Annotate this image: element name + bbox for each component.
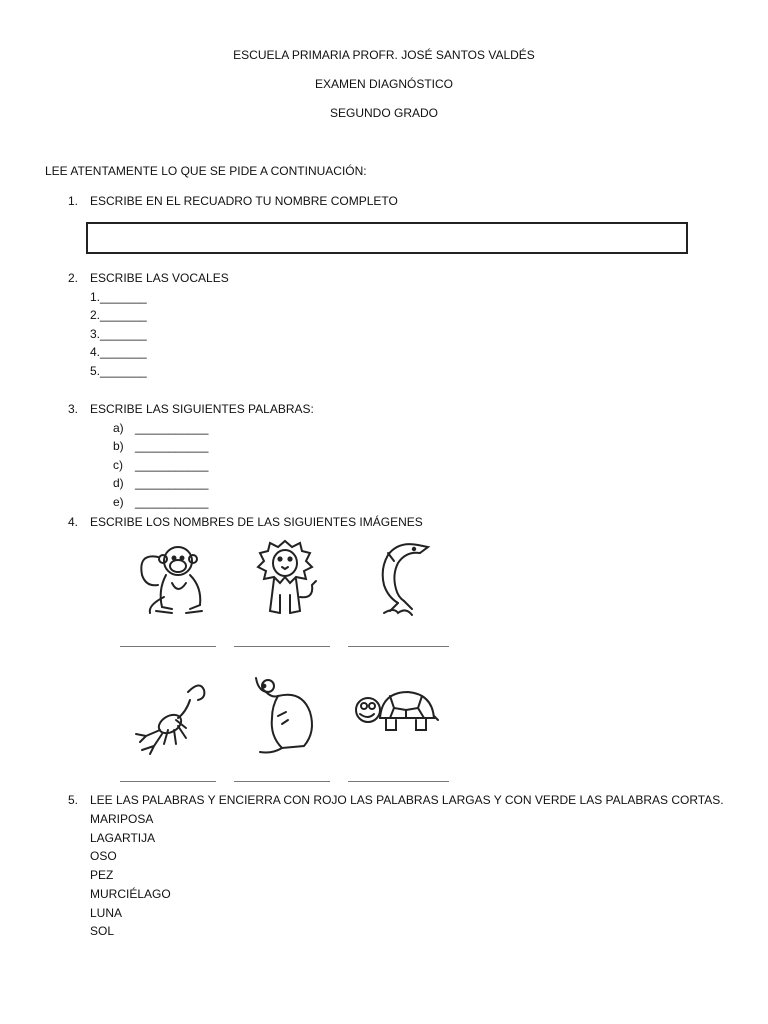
vowel-blank-4[interactable]: 4._______ bbox=[90, 345, 147, 359]
question-1-text: ESCRIBE EN EL RECUADRO TU NOMBRE COMPLETO bbox=[90, 194, 398, 208]
word-blank-d[interactable]: ___________ bbox=[135, 476, 209, 490]
answer-line-5[interactable] bbox=[234, 781, 330, 782]
name-answer-box[interactable] bbox=[86, 222, 688, 254]
question-3-number: 3. bbox=[67, 402, 78, 416]
vowel-blank-3[interactable]: 3._______ bbox=[90, 327, 147, 341]
word-letter-e: e) bbox=[113, 495, 124, 509]
exam-title: EXAMEN DIAGNÓSTICO bbox=[314, 77, 454, 91]
grade-title: SEGUNDO GRADO bbox=[329, 106, 438, 120]
school-name: ESCUELA PRIMARIA PROFR. JOSÉ SANTOS VALDÉS bbox=[233, 48, 535, 62]
word-item-6[interactable]: LUNA bbox=[90, 906, 123, 920]
word-item-7[interactable]: SOL bbox=[90, 924, 115, 938]
turtle-icon bbox=[350, 672, 440, 762]
question-3-text: ESCRIBE LAS SIGUIENTES PALABRAS: bbox=[90, 402, 314, 416]
monkey-icon bbox=[128, 535, 218, 625]
question-5-text: LEE LAS PALABRAS Y ENCIERRA CON ROJO LAS PALABRAS LARGAS Y CON VERDE LAS PALABRAS CORTAS. bbox=[90, 793, 724, 807]
vowel-blank-5[interactable]: 5._______ bbox=[90, 364, 147, 378]
word-item-5[interactable]: MURCIÉLAGO bbox=[90, 887, 171, 901]
question-5-number: 5. bbox=[67, 793, 78, 807]
word-blank-e[interactable]: ___________ bbox=[135, 495, 209, 509]
word-blank-c[interactable]: ___________ bbox=[135, 458, 209, 472]
word-blank-b[interactable]: ___________ bbox=[135, 439, 209, 453]
lion-icon bbox=[240, 535, 330, 625]
answer-line-6[interactable] bbox=[348, 781, 449, 782]
answer-line-3[interactable] bbox=[348, 646, 449, 647]
word-blank-a[interactable]: ___________ bbox=[135, 421, 209, 435]
word-letter-d: d) bbox=[113, 476, 124, 490]
mouse-icon bbox=[242, 672, 332, 762]
question-4-number: 4. bbox=[67, 515, 78, 529]
vowel-blank-2[interactable]: 2._______ bbox=[90, 308, 147, 322]
question-4-text: ESCRIBE LOS NOMBRES DE LAS SIGUIENTES IMÁGENES bbox=[90, 515, 423, 529]
vowel-blank-1[interactable]: 1._______ bbox=[90, 290, 147, 304]
word-item-1[interactable]: MARIPOSA bbox=[90, 812, 154, 826]
scorpion-icon bbox=[128, 672, 218, 762]
question-2-number: 2. bbox=[67, 271, 78, 285]
word-item-4[interactable]: PEZ bbox=[90, 868, 114, 882]
word-letter-b: b) bbox=[113, 439, 124, 453]
word-item-2[interactable]: LAGARTIJA bbox=[90, 831, 156, 845]
answer-line-4[interactable] bbox=[120, 781, 216, 782]
dolphin-icon bbox=[354, 535, 444, 625]
word-letter-a: a) bbox=[113, 421, 124, 435]
instructions: LEE ATENTAMENTE LO QUE SE PIDE A CONTINUACIÓN: bbox=[45, 164, 367, 178]
question-1-number: 1. bbox=[67, 194, 78, 208]
word-item-3[interactable]: OSO bbox=[90, 849, 117, 863]
word-letter-c: c) bbox=[113, 458, 123, 472]
answer-line-1[interactable] bbox=[120, 646, 216, 647]
question-2-text: ESCRIBE LAS VOCALES bbox=[90, 271, 229, 285]
answer-line-2[interactable] bbox=[234, 646, 330, 647]
